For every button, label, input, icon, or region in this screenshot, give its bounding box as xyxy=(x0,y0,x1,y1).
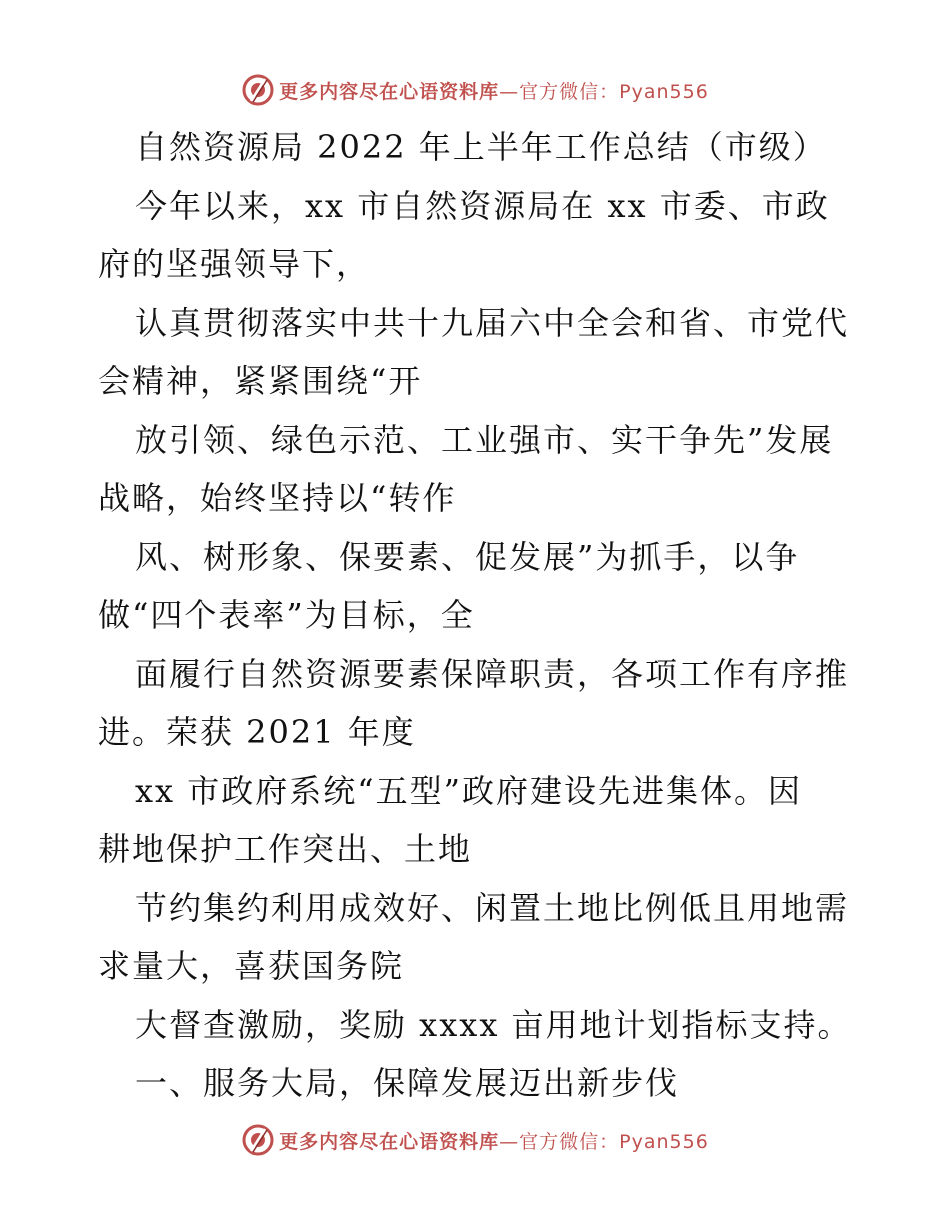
paragraph-line: 会精神，紧紧围绕“开 xyxy=(98,362,423,400)
paragraph-line: 大督查激励，奖励 xxxx 亩用地计划指标支持。 xyxy=(135,1006,852,1044)
paragraph-line: 风、树形象、保要素、促发展”为抓手，以争 xyxy=(135,538,800,576)
footer-watermark xyxy=(0,1120,950,1160)
watermark-suffix: 官方微信：Pyan556 xyxy=(519,1130,709,1153)
watermark-main: 更多内容尽在心语资料库 xyxy=(279,80,500,103)
paragraph-line: 今年以来，xx 市自然资源局在 xx 市委、市政 xyxy=(135,187,830,225)
document-title: 自然资源局 2022 年上半年工作总结（市级） xyxy=(135,128,827,166)
paragraph-line: xx 市政府系统“五型”政府建设先进集体。因 xyxy=(135,772,802,810)
paragraph-line: 求量大，喜获国务院 xyxy=(98,947,405,985)
watermark-separator: — xyxy=(499,80,520,103)
paragraph-line: 耕地保护工作突出、土地 xyxy=(98,830,473,868)
pen-logo-icon xyxy=(241,1123,275,1157)
watermark-separator: — xyxy=(499,1130,520,1153)
paragraph-line: 面履行自然资源要素保障职责，各项工作有序推 xyxy=(135,655,850,693)
paragraph-line: 进。荣获 2021 年度 xyxy=(98,713,416,751)
watermark-text xyxy=(279,77,709,104)
paragraph-line: 节约集约利用成效好、闲置土地比例低且用地需 xyxy=(135,889,850,927)
paragraph-line: 府的坚强领导下， xyxy=(98,245,371,283)
paragraph-line: 放引领、绿色示范、工业强市、实干争先”发展 xyxy=(135,421,834,459)
watermark-text xyxy=(279,1127,709,1154)
watermark-suffix: 官方微信：Pyan556 xyxy=(519,80,709,103)
section-heading: 一、服务大局，保障发展迈出新步伐 xyxy=(135,1064,680,1102)
watermark-main: 更多内容尽在心语资料库 xyxy=(279,1130,500,1153)
paragraph-line: 战略，始终坚持以“转作 xyxy=(98,479,457,517)
paragraph-line: 认真贯彻落实中共十九届六中全会和省、市党代 xyxy=(135,304,850,342)
header-watermark xyxy=(0,70,950,110)
pen-logo-icon xyxy=(241,73,275,107)
paragraph-line: 做“四个表率”为目标，全 xyxy=(98,596,475,634)
